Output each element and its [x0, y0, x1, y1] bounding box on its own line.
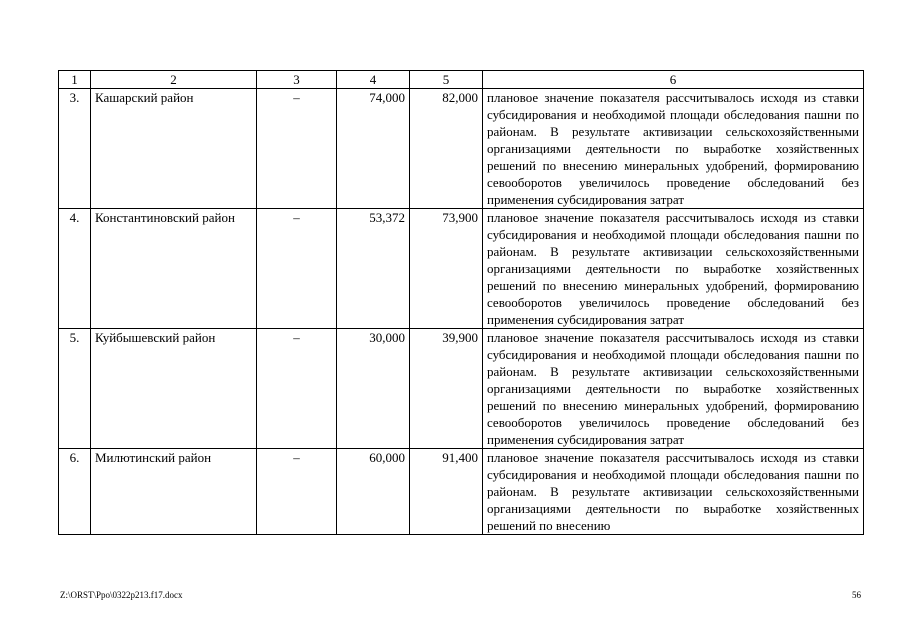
row-number: 4. — [59, 209, 91, 329]
district-name: Константиновский район — [91, 209, 257, 329]
footer-file-path: Z:\ORST\Ppo\0322p213.f17.docx — [60, 590, 183, 600]
row-number: 3. — [59, 89, 91, 209]
column-4-value: 74,000 — [337, 89, 410, 209]
data-table — [58, 70, 864, 535]
column-header-5: 5 — [410, 71, 483, 89]
row-number: 6. — [59, 449, 91, 535]
description-cell — [483, 449, 864, 535]
table-header-row — [59, 71, 864, 89]
table-row — [59, 209, 864, 329]
column-3-value: – — [257, 329, 337, 449]
column-3-value: – — [257, 449, 337, 535]
column-header-4: 4 — [337, 71, 410, 89]
column-4-value: 30,000 — [337, 329, 410, 449]
column-5-value: 82,000 — [410, 89, 483, 209]
column-header-1: 1 — [59, 71, 91, 89]
column-header-6: 6 — [483, 71, 864, 89]
description-cell: плановое значение показателя рассчитывалось исходя из ставки субсидирования и необходимой площади обследования пашни по районам. В результате активизации сельскохозяйственными организациями деятельности по выработке хозяйственных решений по внесению минеральных удобрений, формированию севооборотов увеличилось проведение обследований без применения субсидирования затрат — [483, 329, 864, 449]
table-row — [59, 449, 864, 535]
table-row — [59, 89, 864, 209]
column-3-value: – — [257, 89, 337, 209]
district-name: Милютинский район — [91, 449, 257, 535]
row-number: 5. — [59, 329, 91, 449]
footer-page-number: 56 — [852, 590, 861, 600]
column-4-value: 60,000 — [337, 449, 410, 535]
column-3-value: – — [257, 209, 337, 329]
column-4-value: 53,372 — [337, 209, 410, 329]
district-name: Куйбышевский район — [91, 329, 257, 449]
column-5-value: 91,400 — [410, 449, 483, 535]
description-cell: плановое значение показателя рассчитывалось исходя из ставки субсидирования и необходимой площади обследования пашни по районам. В результате активизации сельскохозяйственными организациями деятельности по выработке хозяйственных решений по внесению минеральных удобрений, формированию севооборотов увеличилось проведение обследований без применения субсидирования затрат — [483, 89, 864, 209]
table-row — [59, 329, 864, 449]
description-cell: плановое значение показателя рассчитывалось исходя из ставки субсидирования и необходимой площади обследования пашни по районам. В результате активизации сельскохозяйственными организациями деятельности по выработке хозяйственных решений по внесению минеральных удобрений, формированию севооборотов увеличилось проведение обследований без применения субсидирования затрат — [483, 209, 864, 329]
description-text: плановое значение показателя рассчитывалось исходя из ставки субсидирования и необходимой площади обследования пашни по районам. В результате активизации сельскохозяйственными организациями деятельности по выработке хозяйственных решений по внесению — [487, 450, 859, 533]
column-header-2: 2 — [91, 71, 257, 89]
district-name: Кашарский район — [91, 89, 257, 209]
column-header-3: 3 — [257, 71, 337, 89]
column-5-value: 39,900 — [410, 329, 483, 449]
column-5-value: 73,900 — [410, 209, 483, 329]
